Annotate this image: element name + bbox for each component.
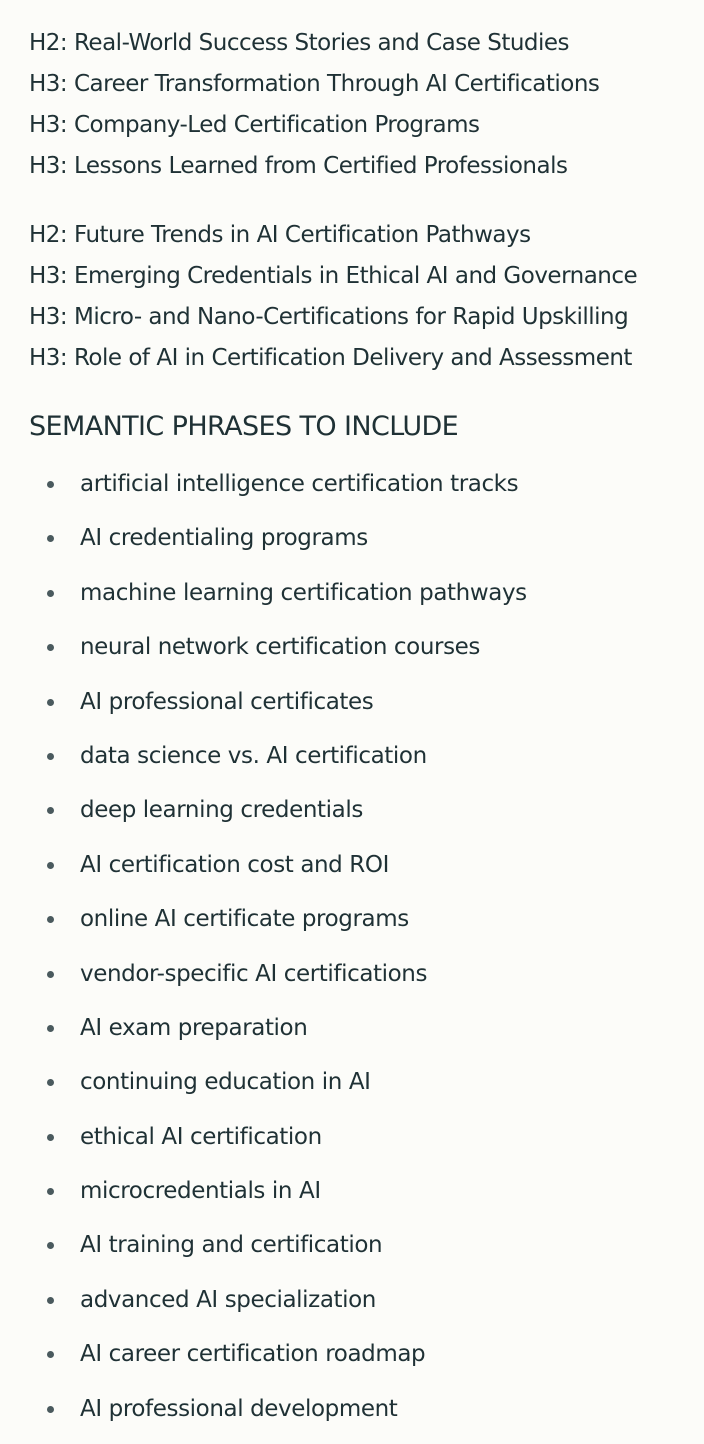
outline-heading-line: H3: Role of AI in Certification Delivery and Assessment [29,345,632,371]
semantic-phrase-text: advanced AI specialization [80,1286,376,1313]
semantic-phrase-text: AI exam preparation [80,1014,308,1041]
semantic-phrase-item [29,1055,527,1109]
semantic-phrase-item [29,892,527,946]
bullet-dot-icon [47,1351,54,1358]
semantic-phrase-item [29,783,527,837]
semantic-phrase-text: AI credentialing programs [80,525,368,552]
outline-heading-line: H3: Emerging Credentials in Ethical AI and Governance [29,263,638,289]
bullet-dot-icon [47,1242,54,1249]
semantic-phrase-text: AI training and certification [80,1232,383,1259]
bullet-dot-icon [47,1406,54,1413]
outline-heading-line: H3: Micro- and Nano-Certifications for Rapid Upskilling [29,304,629,330]
bullet-dot-icon [47,1079,54,1086]
semantic-phrase-text: machine learning certification pathways [80,579,527,606]
bullet-dot-icon [47,862,54,869]
outline-heading-line: H2: Future Trends in AI Certification Pathways [29,222,531,248]
semantic-phrase-item [29,566,527,620]
bullet-dot-icon [47,971,54,978]
semantic-phrase-list [29,457,527,1436]
semantic-phrase-text: deep learning credentials [80,797,363,824]
semantic-phrase-item [29,1327,527,1381]
bullet-dot-icon [47,1297,54,1304]
semantic-phrase-item [29,1273,527,1327]
semantic-phrase-item [29,1218,527,1272]
semantic-phrase-text: AI professional certificates [80,688,374,715]
outline-heading-line: H2: Real-World Success Stories and Case Studies [29,30,570,56]
bullet-dot-icon [47,916,54,923]
outline-heading-line: H3: Lessons Learned from Certified Professionals [29,153,568,179]
semantic-phrase-text: microcredentials in AI [80,1178,321,1205]
semantic-phrase-item [29,511,527,565]
bullet-dot-icon [47,1134,54,1141]
semantic-phrase-item [29,947,527,1001]
semantic-phrase-text: AI professional development [80,1395,398,1422]
semantic-phrase-item [29,1001,527,1055]
semantic-phrase-item [29,457,527,511]
bullet-dot-icon [47,481,54,488]
semantic-phrase-item [29,675,527,729]
outline-group-success-stories [29,23,599,187]
bullet-dot-icon [47,535,54,542]
bullet-dot-icon [47,807,54,814]
semantic-phrase-text: data science vs. AI certification [80,742,427,769]
section-heading-semantic-phrases: SEMANTIC PHRASES TO INCLUDE [29,411,459,442]
semantic-phrase-text: continuing education in AI [80,1069,371,1096]
bullet-dot-icon [47,699,54,706]
semantic-phrase-text: artificial intelligence certification tracks [80,471,519,497]
bullet-dot-icon [47,1025,54,1032]
bullet-dot-icon [47,644,54,651]
semantic-phrase-item [29,1110,527,1164]
outline-group-future-trends [29,215,637,379]
semantic-phrase-text: neural network certification courses [80,634,480,661]
outline-heading-line: H3: Company-Led Certification Programs [29,112,480,138]
bullet-dot-icon [47,590,54,597]
semantic-phrase-text: vendor-specific AI certifications [80,960,428,987]
bullet-dot-icon [47,753,54,760]
semantic-phrase-text: AI career certification roadmap [80,1341,426,1368]
semantic-phrase-text: online AI certificate programs [80,906,409,933]
outline-heading-line: H3: Career Transformation Through AI Certifications [29,71,600,97]
semantic-phrase-text: ethical AI certification [80,1123,322,1150]
bullet-dot-icon [47,1188,54,1195]
semantic-phrase-item [29,620,527,674]
semantic-phrase-text: AI certification cost and ROI [80,851,389,878]
semantic-phrase-item [29,729,527,783]
semantic-phrase-item [29,838,527,892]
semantic-phrase-item [29,1164,527,1218]
semantic-phrase-item [29,1382,527,1436]
